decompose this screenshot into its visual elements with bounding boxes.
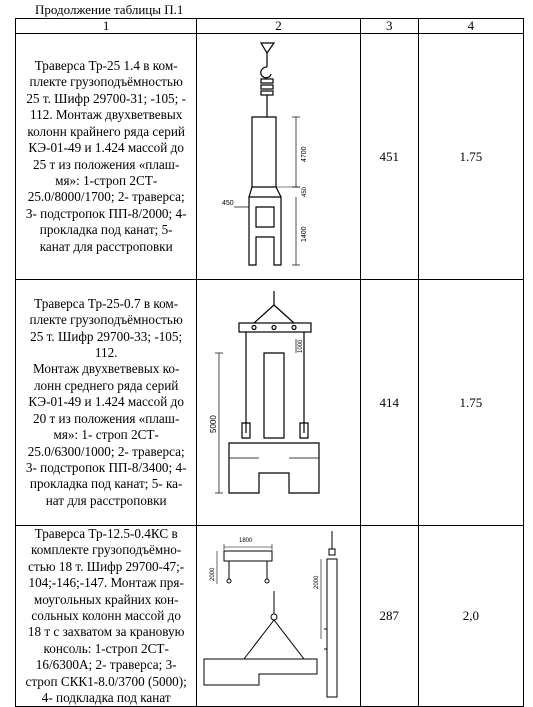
rigging-drawing-cell [197,280,360,526]
col-header-4: 4 [418,19,523,34]
col-header-2: 2 [197,19,360,34]
traverse-tr25-1.4-drawing [204,37,354,277]
drawing-label-c: 2000 [313,575,320,589]
row-col3-value: 287 [360,526,418,707]
row-col3-value: 414 [360,280,418,526]
table-caption: Продолжение таблицы П.1 [35,2,184,17]
header-row [16,19,524,34]
table-row [16,280,524,526]
data-table [15,18,524,707]
drawing-label-b: 450 [221,199,234,207]
row-description: Траверса Тр-25-0.7 в ком- плекте грузоподъёмностью 25 т. Шифр 29700-33; -105; 112. Монтаж двухветвевых ко- лонн среднего ряда серий КЭ-01-49 и 1.424 массой до 20 т из положения «плаш- мя»: 1- строп 2СТ- 25.0/6300/1000; 2- траверса; 3- подстропок ПП-8/3400; 4- прокладка под канат; 5- ка- нат для расстроповки [16,280,197,526]
drawing-label-c: 1400 [300,225,308,242]
drawing-label-d: 450 [301,186,308,197]
drawing-label-a: 5000 [208,414,218,433]
traverse-tr12.5-0.4ks-drawing [199,529,359,704]
rigging-drawing-cell [197,526,360,707]
table-row [16,526,524,707]
rigging-drawing-cell [197,34,360,280]
drawing-label-b: 2000 [209,567,216,581]
col-header-1: 1 [16,19,197,34]
row-col4-value: 1.75 [418,280,523,526]
traverse-tr25-0.7-drawing [204,283,354,523]
row-description: Траверса Тр-12.5-0.4КС в комплекте грузоподъёмно- стью 18 т. Шифр 29700-47;- 104;-146;-147. Монтаж пря- моугольных крайних кон- сольных колонн массой до 18 т с захватом за крановую консоль: 1-строп 2СТ- 16/6300А; 2- траверса; 3- строп СКК1-8.0/3700 (5000); 4- подкладка под канат [16,526,197,707]
drawing-label-a: 4700 [300,145,308,162]
row-col4-value: 2,0 [418,526,523,707]
row-col4-value: 1.75 [418,34,523,280]
drawing-label-b: 1000 [297,339,304,353]
row-description: Траверса Тр-25 1.4 в ком- плекте грузоподъёмностью 25 т. Шифр 29700-31; -105; - 112. Монтаж двухветвевых колонн крайнего ряда серий КЭ-01-49 и 1.424 массой до 25 т из положения «плаш- мя»: 1-строп 2СТ- 25.0/8000/1700; 2- траверса; 3- подстропок ПП-8/2000; 4- прокладка под канат; 5- канат для расстроповки [16,34,197,280]
row-col3-value: 451 [360,34,418,280]
col-header-3: 3 [360,19,418,34]
table-row [16,34,524,280]
drawing-label-a: 1800 [238,537,252,544]
